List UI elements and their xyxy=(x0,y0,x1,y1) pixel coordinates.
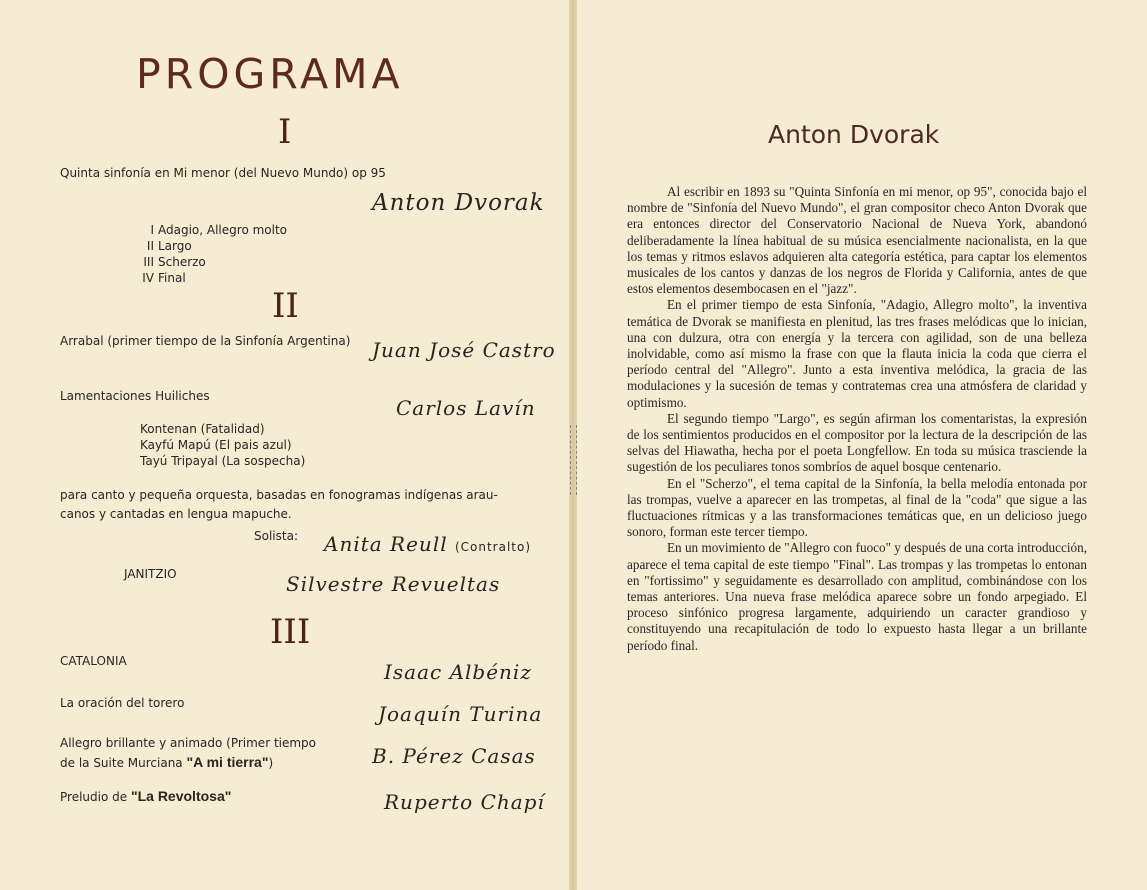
work-allegro-brillante-line1: Allegro brillante y animado (Primer tiempo xyxy=(60,736,317,750)
composer-signature-albeniz: Isaac Albéniz xyxy=(384,660,532,684)
section-numeral-1: I xyxy=(278,112,292,152)
song-item: Kontenan (Fatalidad) xyxy=(140,422,265,436)
songs-description-line1: para canto y pequeña orquesta, basadas en fonogramas indígenas arau- xyxy=(60,488,498,502)
section-numeral-3: III xyxy=(270,612,311,652)
spine-stitch xyxy=(570,425,577,495)
song-item: Tayú Tripayal (La sospecha) xyxy=(140,454,306,468)
essay-paragraph: El segundo tiempo "Largo", es según afirman los comentaristas, la expresión de los sentimientos producidos en el compositor por la lectura de la descripción de las selvas del Hiawatha, hecha por el poeta Longfellow. En toda su música trasciende la sugestión de los peculiares tonos sombríos de aquel bosque centenario. xyxy=(627,410,1087,475)
work-new-world-symphony: Quinta sinfonía en Mi menor (del Nuevo Mundo) op 95 xyxy=(60,166,386,180)
movement-item xyxy=(140,238,340,254)
composer-signature-castro: Juan José Castro xyxy=(372,338,556,362)
movement-list xyxy=(140,222,340,286)
songs-description-line2: canos y cantadas en lengua mapuche. xyxy=(60,507,292,521)
soloist-voice: (Contralto) xyxy=(454,540,532,554)
soloist-signature-reull xyxy=(324,532,531,556)
movement-item xyxy=(140,270,340,286)
composer-signature-turina: Joaquín Turina xyxy=(378,702,543,726)
work-allegro-brillante-line2: de la Suite Murciana "A mi tierra") xyxy=(60,754,274,770)
booklet-spine xyxy=(569,0,577,890)
section-numeral-2: II xyxy=(272,286,299,326)
soloist-label: Solista: xyxy=(254,529,298,543)
essay-heading: Anton Dvorak xyxy=(768,120,940,149)
movement-number: I xyxy=(150,223,154,237)
composer-signature-dvorak: Anton Dvorak xyxy=(372,190,545,216)
composer-signature-perez-casas: B. Pérez Casas xyxy=(372,744,536,768)
program-title: PROGRAMA xyxy=(136,50,404,98)
movement-name: Scherzo xyxy=(158,255,206,269)
movement-name: Largo xyxy=(158,239,192,253)
essay-paragraph: En el primer tiempo de esta Sinfonía, "Adagio, Allegro molto", la inventiva temática de Dvorak se manifiesta en plenitud, las tres frases melódicas que lo inician, una con dulzura, otra con energía y la tercera con agilidad, son de una belleza inolvidable, como así mismo la frase con que la flauta inicia la coda que cierra el período central del "Allegro". Junto a esta inventiva melódica, la gracia de las modulaciones y la sucesión de temas y contratemas crea una atmósfera de claridad y optimismo. xyxy=(627,297,1087,410)
movement-number: II xyxy=(146,239,154,253)
suite-title: "A mi tierra" xyxy=(186,754,269,770)
movement-name: Adagio, Allegro molto xyxy=(158,223,288,237)
work-oracion-del-torero: La oración del torero xyxy=(60,696,185,710)
composer-signature-chapi: Ruperto Chapí xyxy=(384,790,545,814)
essay-body xyxy=(627,184,1087,654)
movement-name: Final xyxy=(158,271,186,285)
song-list xyxy=(140,421,305,469)
work-catalonia: CATALONIA xyxy=(60,654,127,668)
song-item: Kayfú Mapú (El pais azul) xyxy=(140,438,292,452)
work-janitzio: JANITZIO xyxy=(124,567,177,581)
work-arrabal: Arrabal (primer tiempo de la Sinfonía Argentina) xyxy=(60,334,351,348)
essay-paragraph: En el "Scherzo", el tema capital de la Sinfonía, la bella melodía entonada por las trompas, vuelve a aparecer en las trompetas, al final de la "coda" que sigue a las fluctuaciones rítmicas y a las transformaciones temáticas que, en un delicioso juego sonoro, forman este tercer tiempo. xyxy=(627,475,1087,540)
movement-item xyxy=(140,254,340,270)
essay-paragraph: En un movimiento de "Allegro con fuoco" y después de una corta introducción, aparece el tema capital de este tiempo "Final". Las trompas y las trompetas lo entonan en "fortissimo" y seguidamente es desarrollado con amplitud, combinándose con los temas anteriores. Una nueva frase melódica aparece sobre un fondo arpegiado. El proceso sinfónico progresa largamente, adquiriendo un caracter grandioso y constituyendo una recapitulación de todo lo expuesto hasta llegar a un brillante período final. xyxy=(627,540,1087,653)
movement-item xyxy=(140,222,340,238)
work-lamentaciones: Lamentaciones Huiliches xyxy=(60,389,210,403)
movement-number: III xyxy=(143,255,154,269)
zarzuela-title: "La Revoltosa" xyxy=(130,788,232,804)
composer-signature-lavin: Carlos Lavín xyxy=(396,396,536,420)
movement-number: IV xyxy=(142,271,154,285)
essay-paragraph: Al escribir en 1893 su "Quinta Sinfonía en mi menor, op 95", conocida bajo el nombre de "Sinfonía del Nuevo Mundo", el gran compositor checo Anton Dvorak que era entonces director del Conservatorio Nacional de Nueva York, abandonó deliberadamente la línea habitual de su música esencialmente nacionalista, en la que los temas y ritmos eslavos adquieren alta categoría estética, para captar los elementos musicales de los cantos y danzas de los negros de Florida y California, antes de que estos elementos desembocasen en el "jazz". xyxy=(627,184,1087,297)
composer-signature-revueltas: Silvestre Revueltas xyxy=(286,572,501,596)
soloist-name: Anita Reull xyxy=(324,532,448,556)
work-preludio-revoltosa: Preludio de "La Revoltosa" xyxy=(60,788,232,804)
